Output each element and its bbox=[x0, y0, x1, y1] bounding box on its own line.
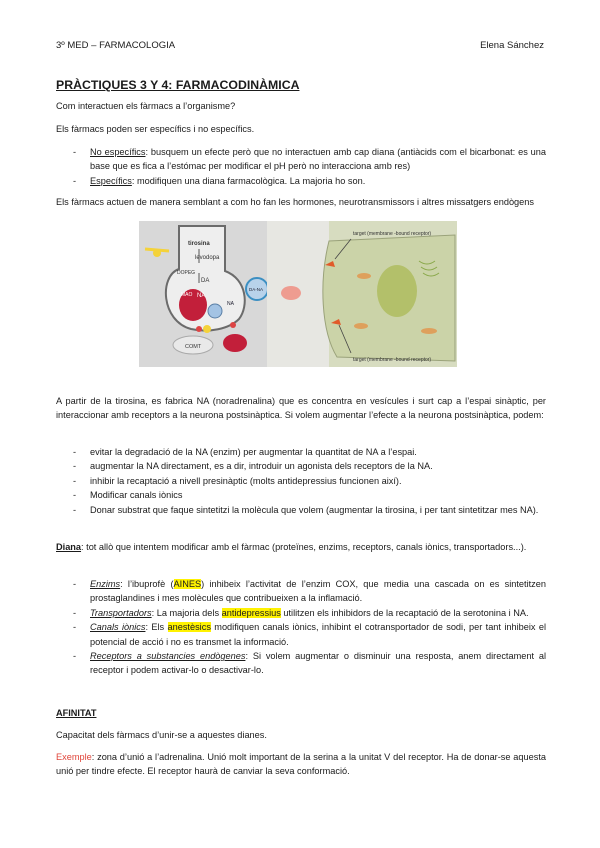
afinitat-text: Capacitat dels fàrmacs d’unir-se a aquestes dianes. bbox=[56, 730, 267, 740]
example-text: : zona d’unió a l’adrenalina. Unió molt important de la serina a la unitat V del receptor. Ha de donar-se aquesta unió per tindre efecte. El receptor haurà de canviar la seva conformació. bbox=[56, 752, 546, 777]
label-mao: MAO bbox=[181, 292, 193, 298]
ligand-icon bbox=[281, 286, 301, 300]
similar-paragraph: Els fàrmacs actuen de manera semblant a com ho fan les hormones, neurotransmissors i altres missatgers endògens bbox=[56, 197, 534, 207]
molecule-icon bbox=[230, 322, 236, 328]
list-item: - Donar substrat que faque sintetitzi la molècula que volem (augmentar la tirosina, i per tant sintetitzar mes NA). bbox=[56, 503, 546, 517]
postsynaptic-receptor-icon bbox=[223, 334, 247, 352]
label-dopeg: DOPEG bbox=[177, 270, 196, 276]
afinitat-heading: AFINITAT bbox=[56, 708, 97, 718]
highlight-anestesics: anestèsics bbox=[167, 622, 211, 633]
list-item: - Modificar canals iònics bbox=[56, 488, 546, 502]
list-item: - inhibir la recaptació a nivell presinàptic (molts antidepressius funcionen així). bbox=[56, 474, 546, 488]
intro-types: Els fàrmacs poden ser específics i no específics. bbox=[56, 124, 255, 134]
example-label: Exemple bbox=[56, 752, 92, 762]
na-paragraph: A partir de la tirosina, es fabrica NA (noradrenalina) que es concentra en vesícules i surt cap a l’espai sinàptic, per interaccionar amb receptors a la neurona postsinàptica. Si volem augmentar l’efecte a la neurona postsinàptica, podem: bbox=[56, 396, 546, 421]
label-da-na: DA-NA bbox=[249, 287, 264, 292]
label-tirosina: tirosina bbox=[188, 241, 210, 247]
highlight-aines: AINES bbox=[173, 579, 202, 589]
diana-label: Diana bbox=[56, 542, 82, 552]
options-list bbox=[56, 445, 546, 517]
list-item: - No específics: busquem un efecte però que no interactuen amb cap diana (antiàcids com el bicarbonat: es una base que es fica a l’estómac per modificar el pH però no interacciona amb res) bbox=[56, 145, 546, 174]
mitochondrion-icon bbox=[357, 273, 371, 279]
types-list bbox=[56, 145, 546, 188]
list-item: - Receptors a substancies endògenes: Si volem augmentar o disminuir una resposta, anem directament al receptor i podem activar-lo o desactivar-lo. bbox=[56, 649, 546, 678]
list-item: - augmentar la NA directament, es a dir, introduir un agonista dels receptors de la NA. bbox=[56, 459, 546, 473]
label-comt: COMT bbox=[185, 344, 202, 350]
diana-text: : tot allò que intentem modificar amb el fàrmac (proteïnes, enzims, receptors, canals iònics, transportadors...). bbox=[81, 542, 527, 552]
list-item: - Canals iònics: Els anestèsics modifiquen canals iònics, inhibint el cotransportador de sodi, per tant inhibeix el potencial de acció i no es transmet la informació. bbox=[56, 620, 546, 649]
intro-question: Com interactuen els fàrmacs a l’organisme? bbox=[56, 101, 236, 111]
diana-paragraph bbox=[56, 540, 546, 554]
header-right: Elena Sánchez bbox=[480, 40, 544, 51]
mitochondrion-icon bbox=[354, 323, 368, 329]
list-item: - Específics: modifiquen una diana farmacològica. La majoria ho son. bbox=[56, 174, 546, 188]
nucleus-icon bbox=[377, 265, 417, 317]
mitochondrion-icon bbox=[421, 328, 437, 334]
molecule-icon bbox=[196, 326, 202, 332]
figure-svg bbox=[139, 221, 457, 367]
list-item: - evitar la degradació de la NA (enzim) per augmentar la quantitat de NA a l’espai. bbox=[56, 445, 546, 459]
label-target-top: target (membrane -bound receptor) bbox=[353, 231, 432, 237]
vesicle-small-icon bbox=[208, 304, 222, 318]
label-target-bottom: target (membrane -bound receptor) bbox=[353, 357, 432, 363]
label-na: NA bbox=[197, 293, 206, 299]
synapse-cell-figure bbox=[139, 221, 457, 367]
page-title: PRÀCTIQUES 3 Y 4: FARMACODINÀMICA bbox=[56, 78, 300, 92]
label-na-small: NA bbox=[227, 301, 234, 307]
ion-arrow-icon bbox=[145, 249, 169, 251]
afinitat-example bbox=[56, 750, 546, 779]
targets-list bbox=[56, 577, 546, 678]
label-da: DA bbox=[201, 278, 210, 284]
label-levodopa: levodopa bbox=[195, 255, 220, 261]
list-item: - Transportadors: La majoria dels antidepressius utilitzen els inhibidors de la recaptació de la serotonina i NA. bbox=[56, 606, 546, 620]
highlight-antidepressius: antidepressius bbox=[221, 607, 281, 618]
ion-icon bbox=[203, 325, 211, 333]
header-left: 3º MED – FARMACOLOGIA bbox=[56, 40, 176, 51]
list-item: - Enzims: l’ibuprofè (AINES) inhibeix l’activitat de l’enzim COX, que media una cascada on es sintetitzen prostaglandines i mes molècules que contribueixen a la inflamació. bbox=[56, 577, 546, 606]
